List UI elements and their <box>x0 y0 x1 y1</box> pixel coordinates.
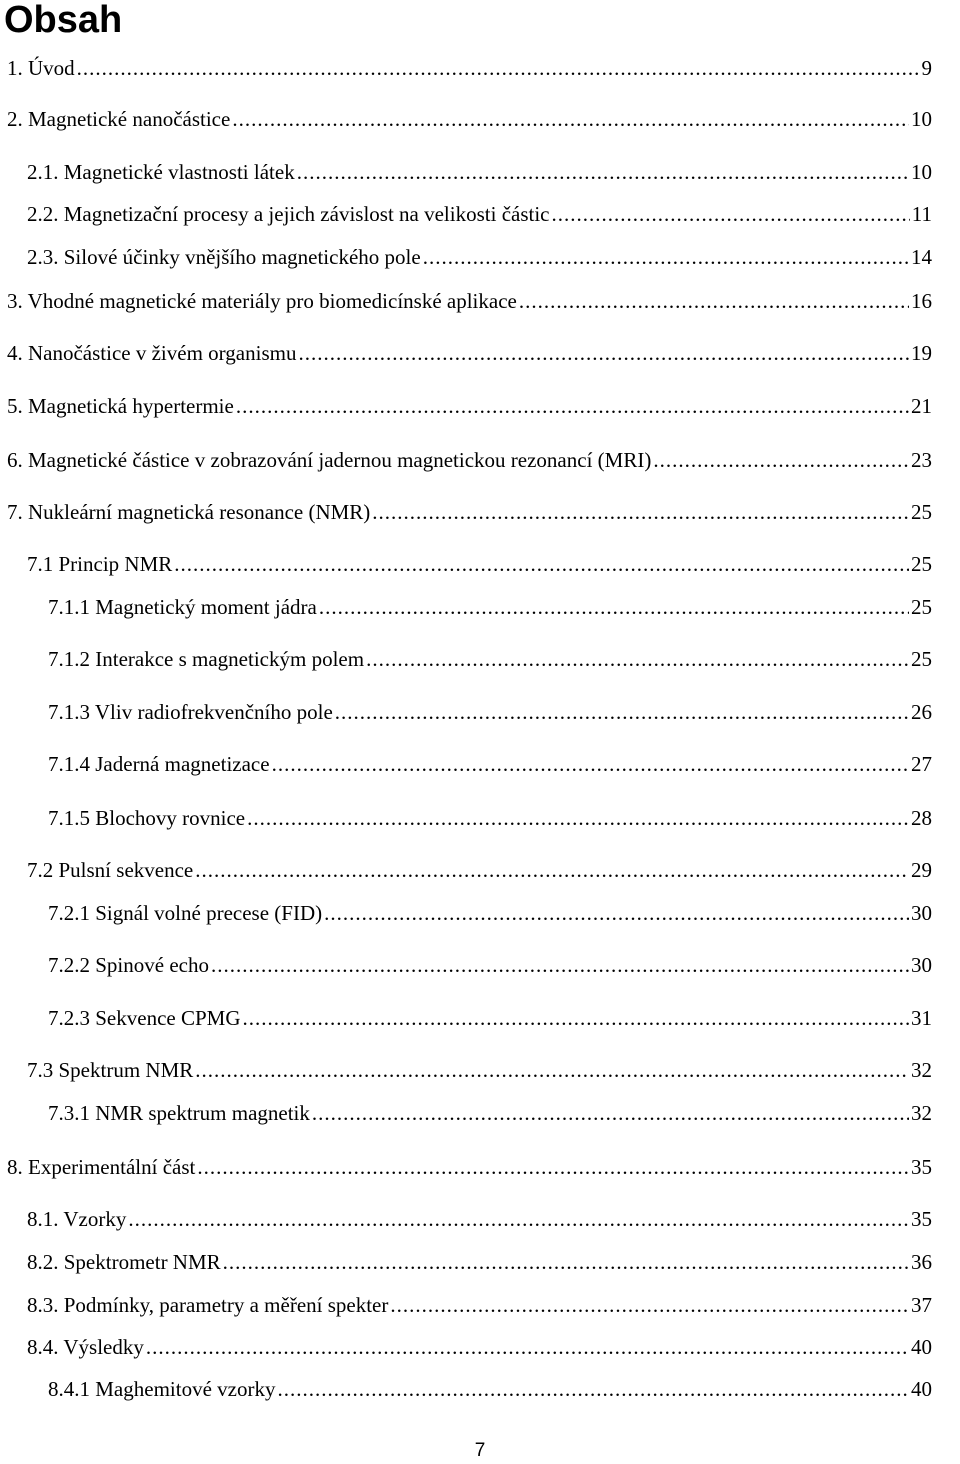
toc-entry-page: 10 <box>911 160 932 184</box>
toc-entry-7-1-2[interactable] <box>48 646 932 672</box>
toc-entry-page: 32 <box>911 1058 932 1082</box>
toc-entry-page: 32 <box>911 1101 932 1125</box>
toc-dot-leader <box>298 340 909 366</box>
footer-page-number: 7 <box>474 1440 486 1461</box>
toc-dot-leader <box>243 1005 910 1031</box>
toc-entry-7-1-3[interactable] <box>48 699 932 725</box>
toc-dot-leader <box>552 201 910 227</box>
toc-entry-page: 40 <box>911 1335 932 1359</box>
toc-dot-leader <box>324 900 909 926</box>
toc-entry-page: 19 <box>911 341 932 365</box>
toc-entry-7[interactable] <box>7 499 932 525</box>
toc-entry-label: 1. Úvod <box>7 56 75 80</box>
toc-entry-8-2[interactable] <box>27 1249 932 1275</box>
toc-entry-label: 7.2.3 Sekvence CPMG <box>48 1006 241 1030</box>
toc-dot-leader <box>312 1100 909 1126</box>
toc-entry-label: 7.3 Spektrum NMR <box>27 1058 194 1082</box>
toc-entry-label: 7.1.5 Blochovy rovnice <box>48 806 246 830</box>
toc-entry-page: 29 <box>911 858 932 882</box>
toc-entry-label: 5. Magnetická hypertermie <box>7 394 234 418</box>
toc-entry-page: 31 <box>911 1006 932 1030</box>
toc-dot-leader <box>390 1292 909 1318</box>
toc-entry-page: 25 <box>911 595 932 619</box>
toc-dot-leader <box>297 159 909 185</box>
toc-dot-leader <box>277 1376 909 1402</box>
toc-entry-label: 7. Nukleární magnetická resonance (NMR) <box>7 500 371 524</box>
toc-entry-8-1[interactable] <box>27 1206 932 1232</box>
toc-entry-label: 8. Experimentální část <box>7 1155 196 1179</box>
toc-entry-page: 9 <box>921 56 932 80</box>
toc-entry-7-1-1[interactable] <box>48 594 932 620</box>
toc-entry-page: 35 <box>911 1155 932 1179</box>
toc-entry-7-1-4[interactable] <box>48 751 932 777</box>
toc-entry-5[interactable] <box>7 393 932 419</box>
toc-entry-7-3-1[interactable] <box>48 1100 932 1126</box>
toc-dot-leader <box>423 244 909 270</box>
toc-entry-7-2-2[interactable] <box>48 952 932 978</box>
toc-dot-leader <box>77 55 920 81</box>
toc-entry-page: 35 <box>911 1207 932 1231</box>
toc-dot-leader <box>211 952 909 978</box>
toc-entry-page: 36 <box>911 1250 932 1274</box>
toc-dot-leader <box>195 1057 909 1083</box>
toc-dot-leader <box>519 288 909 314</box>
toc-entry-8-4-1[interactable] <box>48 1376 932 1402</box>
toc-entry-page: 28 <box>911 806 932 830</box>
toc-entry-label: 8.3. Podmínky, parametry a měření spekter <box>27 1293 389 1317</box>
toc-entry-page: 25 <box>911 647 932 671</box>
toc-dot-leader <box>372 499 909 525</box>
toc-entry-label: 8.1. Vzorky <box>27 1207 127 1231</box>
toc-dot-leader <box>366 646 909 672</box>
toc-entry-label: 7.1.1 Magnetický moment jádra <box>48 595 317 619</box>
toc-dot-leader <box>653 447 909 473</box>
toc-entry-label: 8.4.1 Maghemitové vzorky <box>48 1377 276 1401</box>
toc-dot-leader <box>128 1206 909 1232</box>
toc-entry-label: 7.3.1 NMR spektrum magnetik <box>48 1101 310 1125</box>
toc-entry-7-1-5[interactable] <box>48 805 932 831</box>
toc-entry-label: 7.1.3 Vliv radiofrekvenčního pole <box>48 700 333 724</box>
toc-entry-7-2-1[interactable] <box>48 900 932 926</box>
toc-entry-page: 11 <box>911 202 932 226</box>
toc-entry-page: 14 <box>911 245 932 269</box>
toc-entry-2-2[interactable] <box>27 201 932 227</box>
toc-entry-8-4[interactable] <box>27 1334 932 1360</box>
toc-entry-page: 21 <box>911 394 932 418</box>
toc-entry-8-3[interactable] <box>27 1292 932 1318</box>
toc-entry-label: 3. Vhodné magnetické materiály pro biomedicínské aplikace <box>7 289 517 313</box>
toc-entry-page: 25 <box>911 500 932 524</box>
toc-dot-leader <box>197 1154 909 1180</box>
toc-entry-label: 2.1. Magnetické vlastnosti látek <box>27 160 295 184</box>
toc-entry-label: 8.4. Výsledky <box>27 1335 144 1359</box>
toc-dot-leader <box>272 751 909 777</box>
toc-entry-1-uvod[interactable] <box>7 55 932 81</box>
toc-entry-label: 7.2.1 Signál volné precese (FID) <box>48 901 323 925</box>
toc-entry-6[interactable] <box>7 447 932 473</box>
page-title: Obsah <box>4 0 123 41</box>
toc-entry-page: 40 <box>911 1377 932 1401</box>
toc-entry-7-3[interactable] <box>27 1057 932 1083</box>
toc-entry-8[interactable] <box>7 1154 932 1180</box>
toc-entry-page: 10 <box>911 107 932 131</box>
toc-dot-leader <box>146 1334 909 1360</box>
toc-entry-label: 6. Magnetické částice v zobrazování jadernou magnetickou rezonancí (MRI) <box>7 448 652 472</box>
toc-entry-label: 2. Magnetické nanočástice <box>7 107 231 131</box>
toc-dot-leader <box>319 594 909 620</box>
toc-entry-4[interactable] <box>7 340 932 366</box>
toc-entry-label: 2.2. Magnetizační procesy a jejich závislost na velikosti částic <box>27 202 550 226</box>
toc-dot-leader <box>195 857 909 883</box>
toc-dot-leader <box>223 1249 909 1275</box>
toc-entry-page: 27 <box>911 752 932 776</box>
toc-entry-page: 23 <box>911 448 932 472</box>
toc-entry-page: 37 <box>911 1293 932 1317</box>
toc-dot-leader <box>335 699 909 725</box>
toc-entry-page: 26 <box>911 700 932 724</box>
toc-entry-label: 7.2 Pulsní sekvence <box>27 858 194 882</box>
toc-entry-label: 4. Nanočástice v živém organismu <box>7 341 297 365</box>
toc-entry-label: 7.1 Princip NMR <box>27 552 173 576</box>
toc-entry-7-1[interactable] <box>27 551 932 577</box>
toc-dot-leader <box>232 106 909 132</box>
toc-entry-7-2[interactable] <box>27 857 932 883</box>
toc-entry-label: 2.3. Silové účinky vnějšího magnetického pole <box>27 245 421 269</box>
toc-entry-7-2-3[interactable] <box>48 1005 932 1031</box>
toc-entry-page: 25 <box>911 552 932 576</box>
toc-entry-label: 8.2. Spektrometr NMR <box>27 1250 221 1274</box>
toc-dot-leader <box>247 805 909 831</box>
toc-dot-leader <box>236 393 909 419</box>
toc-entry-page: 30 <box>911 953 932 977</box>
toc-dot-leader <box>174 551 909 577</box>
toc-entry-label: 7.1.4 Jaderná magnetizace <box>48 752 270 776</box>
toc-entry-2-3[interactable] <box>27 244 932 270</box>
toc-entry-label: 7.1.2 Interakce s magnetickým polem <box>48 647 365 671</box>
toc-entry-page: 16 <box>911 289 932 313</box>
toc-entry-3[interactable] <box>7 288 932 314</box>
toc-entry-label: 7.2.2 Spinové echo <box>48 953 209 977</box>
toc-entry-page: 30 <box>911 901 932 925</box>
toc-entry-2[interactable] <box>7 106 932 132</box>
toc-entry-2-1[interactable] <box>27 159 932 185</box>
